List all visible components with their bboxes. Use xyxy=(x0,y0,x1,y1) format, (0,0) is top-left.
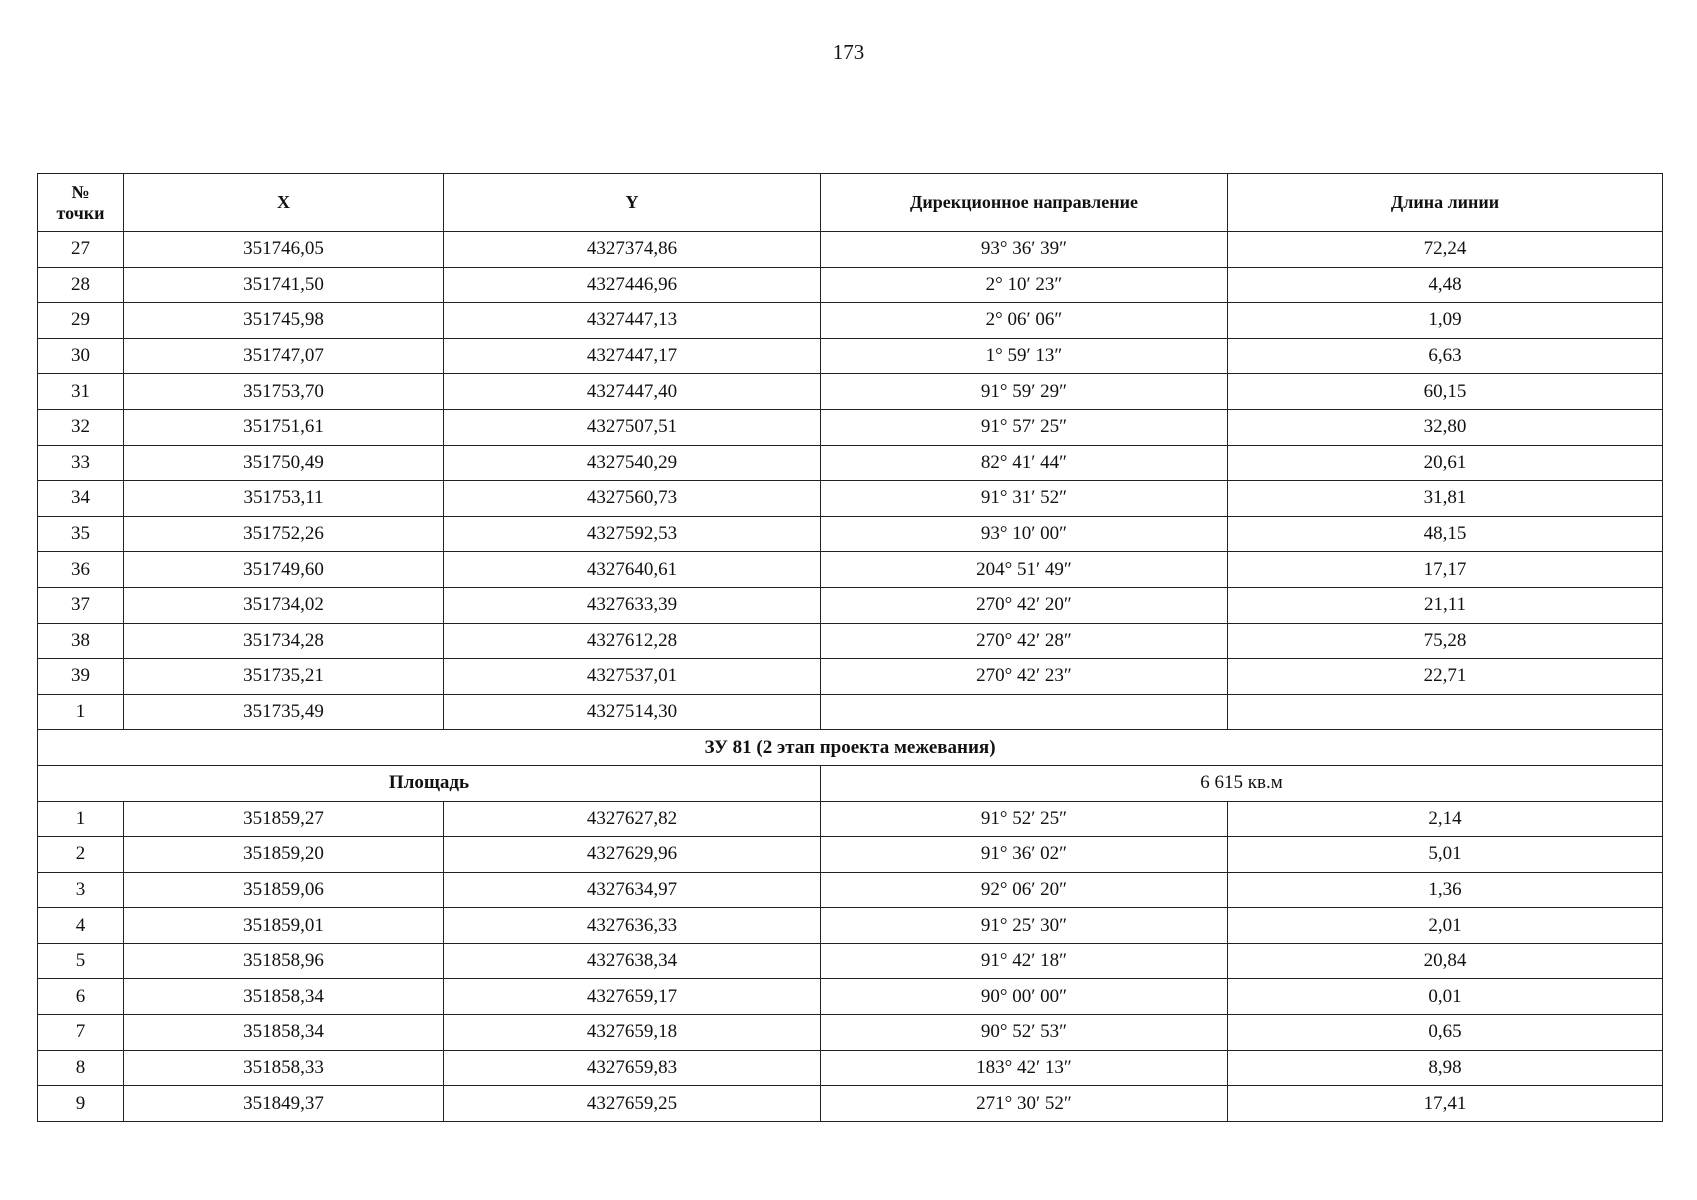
cell-direction: 91° 42′ 18″ xyxy=(821,943,1228,979)
cell-direction: 1° 59′ 13″ xyxy=(821,338,1228,374)
table-row xyxy=(38,694,1663,730)
table-row xyxy=(38,338,1663,374)
cell-y: 4327659,17 xyxy=(444,979,821,1015)
table-row xyxy=(38,623,1663,659)
cell-length: 72,24 xyxy=(1228,232,1663,268)
cell-direction: 204° 51′ 49″ xyxy=(821,552,1228,588)
header-point-word: точки xyxy=(56,202,105,223)
cell-y: 4327374,86 xyxy=(444,232,821,268)
cell-x: 351734,02 xyxy=(124,587,444,623)
table-row xyxy=(38,979,1663,1015)
cell-length: 8,98 xyxy=(1228,1050,1663,1086)
header-direction: Дирекционное направление xyxy=(821,174,1228,232)
area-row xyxy=(38,765,1663,801)
cell-length: 21,11 xyxy=(1228,587,1663,623)
table-row xyxy=(38,552,1663,588)
table-section-block xyxy=(38,730,1663,801)
cell-x: 351741,50 xyxy=(124,267,444,303)
cell-length: 60,15 xyxy=(1228,374,1663,410)
cell-x: 351858,34 xyxy=(124,1015,444,1051)
header-number-symbol: № xyxy=(71,181,90,202)
cell-direction: 91° 52′ 25″ xyxy=(821,801,1228,837)
cell-length: 2,14 xyxy=(1228,801,1663,837)
table-body-part1 xyxy=(38,232,1663,730)
cell-direction: 270° 42′ 20″ xyxy=(821,587,1228,623)
cell-direction: 91° 36′ 02″ xyxy=(821,837,1228,873)
table-row xyxy=(38,303,1663,339)
cell-direction: 90° 00′ 00″ xyxy=(821,979,1228,1015)
cell-y: 4327592,53 xyxy=(444,516,821,552)
cell-x: 351745,98 xyxy=(124,303,444,339)
coordinates-table xyxy=(37,173,1663,1122)
page-number: 173 xyxy=(832,40,865,64)
cell-y: 4327638,34 xyxy=(444,943,821,979)
cell-direction: 2° 10′ 23″ xyxy=(821,267,1228,303)
cell-point-number: 35 xyxy=(38,516,124,552)
table-row xyxy=(38,445,1663,481)
cell-point-number: 6 xyxy=(38,979,124,1015)
cell-point-number: 37 xyxy=(38,587,124,623)
cell-y: 4327627,82 xyxy=(444,801,821,837)
cell-length: 75,28 xyxy=(1228,623,1663,659)
cell-y: 4327540,29 xyxy=(444,445,821,481)
cell-y: 4327560,73 xyxy=(444,481,821,517)
cell-y: 4327507,51 xyxy=(444,409,821,445)
table-row xyxy=(38,801,1663,837)
cell-direction: 93° 36′ 39″ xyxy=(821,232,1228,268)
section-title: ЗУ 81 (2 этап проекта межевания) xyxy=(38,730,1663,766)
cell-direction: 270° 42′ 23″ xyxy=(821,659,1228,695)
cell-x: 351746,05 xyxy=(124,232,444,268)
table-row xyxy=(38,232,1663,268)
cell-length: 48,15 xyxy=(1228,516,1663,552)
cell-direction: 90° 52′ 53″ xyxy=(821,1015,1228,1051)
cell-direction: 91° 31′ 52″ xyxy=(821,481,1228,517)
cell-length: 17,41 xyxy=(1228,1086,1663,1122)
cell-point-number: 39 xyxy=(38,659,124,695)
cell-length: 6,63 xyxy=(1228,338,1663,374)
header-x: X xyxy=(124,174,444,232)
cell-y: 4327636,33 xyxy=(444,908,821,944)
cell-point-number: 31 xyxy=(38,374,124,410)
table-row xyxy=(38,1086,1663,1122)
table-header-row xyxy=(38,174,1663,232)
cell-direction: 91° 59′ 29″ xyxy=(821,374,1228,410)
section-title-row xyxy=(38,730,1663,766)
table-row xyxy=(38,837,1663,873)
cell-direction: 183° 42′ 13″ xyxy=(821,1050,1228,1086)
table-row xyxy=(38,1050,1663,1086)
cell-x: 351858,96 xyxy=(124,943,444,979)
cell-point-number: 38 xyxy=(38,623,124,659)
cell-point-number: 3 xyxy=(38,872,124,908)
cell-length: 22,71 xyxy=(1228,659,1663,695)
cell-direction: 271° 30′ 52″ xyxy=(821,1086,1228,1122)
table-row xyxy=(38,1015,1663,1051)
table-row xyxy=(38,659,1663,695)
table-row xyxy=(38,943,1663,979)
cell-point-number: 28 xyxy=(38,267,124,303)
cell-x: 351859,01 xyxy=(124,908,444,944)
cell-length: 5,01 xyxy=(1228,837,1663,873)
cell-y: 4327659,25 xyxy=(444,1086,821,1122)
cell-length: 4,48 xyxy=(1228,267,1663,303)
table-row xyxy=(38,908,1663,944)
cell-length: 1,36 xyxy=(1228,872,1663,908)
cell-x: 351735,21 xyxy=(124,659,444,695)
cell-direction: 92° 06′ 20″ xyxy=(821,872,1228,908)
cell-point-number: 1 xyxy=(38,694,124,730)
cell-point-number: 5 xyxy=(38,943,124,979)
cell-length: 2,01 xyxy=(1228,908,1663,944)
cell-y: 4327640,61 xyxy=(444,552,821,588)
cell-x: 351752,26 xyxy=(124,516,444,552)
cell-x: 351753,70 xyxy=(124,374,444,410)
table-row xyxy=(38,481,1663,517)
cell-length: 31,81 xyxy=(1228,481,1663,517)
cell-length: 17,17 xyxy=(1228,552,1663,588)
cell-point-number: 27 xyxy=(38,232,124,268)
cell-length: 1,09 xyxy=(1228,303,1663,339)
header-y: Y xyxy=(444,174,821,232)
cell-y: 4327633,39 xyxy=(444,587,821,623)
cell-direction: 2° 06′ 06″ xyxy=(821,303,1228,339)
cell-length xyxy=(1228,694,1663,730)
cell-y: 4327447,17 xyxy=(444,338,821,374)
table-body-part2 xyxy=(38,801,1663,1121)
cell-y: 4327447,40 xyxy=(444,374,821,410)
cell-point-number: 33 xyxy=(38,445,124,481)
table-row xyxy=(38,374,1663,410)
cell-x: 351735,49 xyxy=(124,694,444,730)
cell-length: 20,84 xyxy=(1228,943,1663,979)
cell-direction: 91° 57′ 25″ xyxy=(821,409,1228,445)
cell-direction: 91° 25′ 30″ xyxy=(821,908,1228,944)
cell-point-number: 8 xyxy=(38,1050,124,1086)
header-length: Длина линии xyxy=(1228,174,1663,232)
cell-x: 351749,60 xyxy=(124,552,444,588)
table-row xyxy=(38,267,1663,303)
cell-length: 32,80 xyxy=(1228,409,1663,445)
cell-point-number: 1 xyxy=(38,801,124,837)
cell-point-number: 2 xyxy=(38,837,124,873)
cell-x: 351747,07 xyxy=(124,338,444,374)
cell-y: 4327447,13 xyxy=(444,303,821,339)
cell-direction xyxy=(821,694,1228,730)
cell-y: 4327612,28 xyxy=(444,623,821,659)
cell-x: 351734,28 xyxy=(124,623,444,659)
cell-length: 0,01 xyxy=(1228,979,1663,1015)
cell-point-number: 36 xyxy=(38,552,124,588)
cell-x: 351750,49 xyxy=(124,445,444,481)
cell-x: 351859,06 xyxy=(124,872,444,908)
cell-y: 4327634,97 xyxy=(444,872,821,908)
cell-x: 351849,37 xyxy=(124,1086,444,1122)
cell-point-number: 29 xyxy=(38,303,124,339)
area-value: 6 615 кв.м xyxy=(821,765,1663,801)
cell-x: 351753,11 xyxy=(124,481,444,517)
cell-x: 351858,34 xyxy=(124,979,444,1015)
area-label: Площадь xyxy=(38,765,821,801)
cell-x: 351858,33 xyxy=(124,1050,444,1086)
table-row xyxy=(38,409,1663,445)
cell-point-number: 32 xyxy=(38,409,124,445)
cell-y: 4327446,96 xyxy=(444,267,821,303)
table-row xyxy=(38,516,1663,552)
cell-x: 351859,27 xyxy=(124,801,444,837)
header-point-number xyxy=(38,174,124,232)
cell-x: 351859,20 xyxy=(124,837,444,873)
table-row xyxy=(38,587,1663,623)
cell-point-number: 4 xyxy=(38,908,124,944)
cell-direction: 270° 42′ 28″ xyxy=(821,623,1228,659)
cell-direction: 93° 10′ 00″ xyxy=(821,516,1228,552)
cell-point-number: 9 xyxy=(38,1086,124,1122)
cell-length: 0,65 xyxy=(1228,1015,1663,1051)
cell-point-number: 7 xyxy=(38,1015,124,1051)
cell-direction: 82° 41′ 44″ xyxy=(821,445,1228,481)
cell-y: 4327537,01 xyxy=(444,659,821,695)
cell-y: 4327659,18 xyxy=(444,1015,821,1051)
cell-x: 351751,61 xyxy=(124,409,444,445)
cell-y: 4327629,96 xyxy=(444,837,821,873)
cell-point-number: 30 xyxy=(38,338,124,374)
cell-point-number: 34 xyxy=(38,481,124,517)
table-row xyxy=(38,872,1663,908)
cell-length: 20,61 xyxy=(1228,445,1663,481)
cell-y: 4327659,83 xyxy=(444,1050,821,1086)
cell-y: 4327514,30 xyxy=(444,694,821,730)
